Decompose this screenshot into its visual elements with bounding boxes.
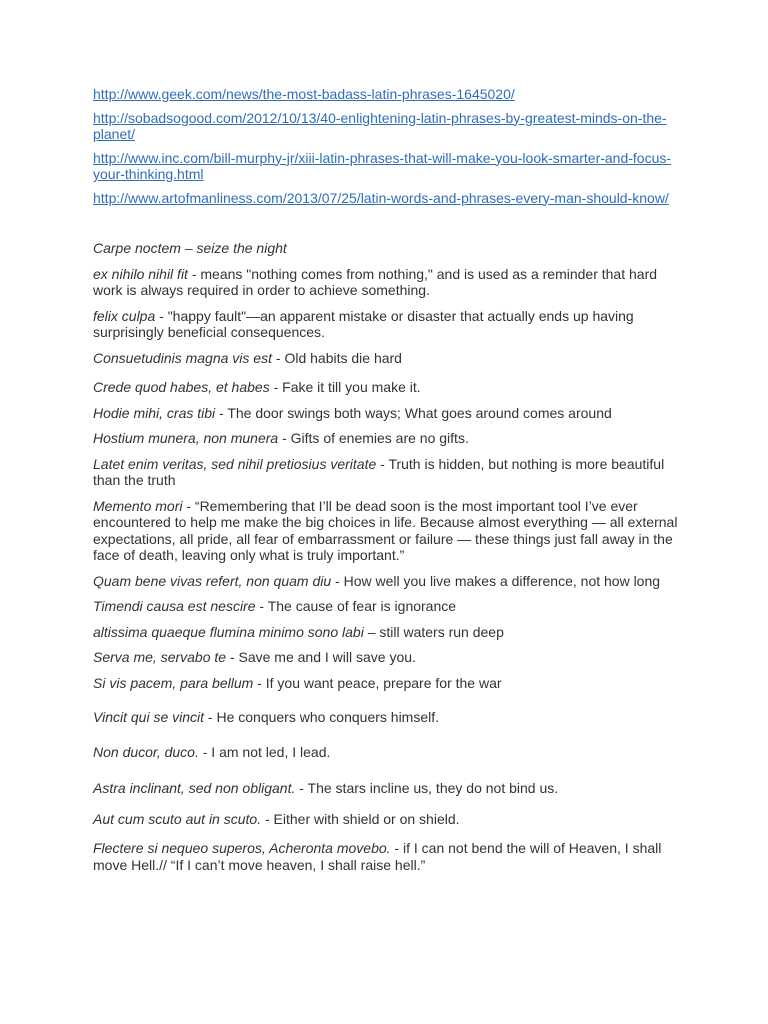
- source-link[interactable]: http://sobadsogood.com/2012/10/13/40-enlightening-latin-phrases-by-greatest-minds-on-the-planet/: [93, 109, 667, 142]
- phrase-entry: [93, 240, 685, 257]
- phrase-entry: [93, 308, 685, 341]
- phrase-meaning: - Save me and I will save you.: [226, 649, 416, 665]
- latin-phrase: Timendi causa est nescire: [93, 598, 256, 614]
- latin-phrase: Serva me, servabo te: [93, 649, 227, 665]
- document-page: [93, 86, 685, 882]
- latin-phrase: Aut cum scuto aut in scuto.: [93, 810, 262, 827]
- phrase-entry: [93, 498, 685, 564]
- phrase-meaning: - The door swings both ways; What goes around comes around: [215, 404, 612, 421]
- latin-phrase: Latet enim veritas, sed nihil pretiosius veritate: [93, 455, 377, 472]
- phrase-entry: [93, 649, 685, 666]
- phrase-meaning: - If you want peace, prepare for the war: [253, 674, 502, 691]
- phrase-meaning: - The stars incline us, they do not bind us.: [295, 780, 559, 796]
- latin-phrase: ex nihilo nihil fit: [93, 265, 188, 282]
- phrase-meaning: – still waters run deep: [363, 623, 504, 640]
- phrase-entry: [93, 379, 685, 396]
- phrase-entry: [93, 744, 685, 761]
- phrase-meaning: - I am not led, I lead.: [198, 743, 331, 760]
- phrase-meaning: - Truth is hidden, but nothing is more beautiful than the truth: [93, 455, 665, 488]
- phrase-meaning: - The cause of fear is ignorance: [255, 598, 457, 614]
- phrase-meaning: - Fake it till you make it.: [269, 379, 421, 395]
- latin-phrase: Memento mori: [93, 497, 183, 514]
- phrase-meaning: - Gifts of enemies are no gifts.: [278, 430, 469, 446]
- latin-phrase: Non ducor, duco.: [93, 743, 199, 760]
- phrase-entry: [93, 780, 685, 797]
- latin-phrase: Quam bene vivas refert, non quam diu: [93, 572, 332, 589]
- phrase-entry: [93, 266, 685, 299]
- phrase-list: [93, 240, 685, 873]
- latin-phrase: Vincit qui se vincit: [93, 709, 205, 725]
- phrase-meaning: - “Remembering that I’ll be dead soon is the most important tool I’ve ever encountered to help me make the big choices in life. Because almost everything — all external expectations, all pride, all fear of embarrassment or failure — these things just fall away in the face of death, leaving only what is truly important.”: [93, 497, 678, 563]
- phrase-meaning: - if I can not bend the will of Heaven, I shall move Hell.// “If I can’t move heaven, I shall raise hell.”: [93, 840, 662, 873]
- phrase-entry: [93, 350, 685, 367]
- phrase-entry: [93, 573, 685, 590]
- latin-phrase: altissima quaeque flumina minimo sono labi: [93, 623, 364, 640]
- source-links: [93, 86, 685, 206]
- latin-phrase: Consuetudinis magna vis est: [93, 349, 272, 366]
- latin-phrase: Astra inclinant, sed non obligant.: [93, 780, 296, 796]
- phrase-entry: [93, 430, 685, 447]
- phrase-entry: [93, 598, 685, 615]
- latin-phrase: Si vis pacem, para bellum: [93, 674, 254, 691]
- phrase-meaning: - Old habits die hard: [272, 349, 402, 366]
- source-link[interactable]: http://www.inc.com/bill-murphy-jr/xiii-latin-phrases-that-will-make-you-look-smarter-and-focus-your-thinking.html: [93, 149, 672, 182]
- phrase-entry: [93, 709, 685, 726]
- latin-phrase: felix culpa: [93, 307, 156, 324]
- phrase-meaning: - "happy fault"—an apparent mistake or disaster that actually ends up having surprisingly beneficial consequences.: [93, 307, 634, 340]
- source-link[interactable]: http://www.geek.com/news/the-most-badass-latin-phrases-1645020/: [93, 86, 515, 102]
- phrase-entry: [93, 675, 685, 692]
- phrase-entry: [93, 811, 685, 828]
- latin-phrase: Flectere si nequeo superos, Acheronta movebo.: [93, 840, 391, 856]
- phrase-entry: [93, 456, 685, 489]
- phrase-meaning: - Either with shield or on shield.: [261, 810, 460, 827]
- latin-phrase: Hostium munera, non munera: [93, 430, 279, 446]
- phrase-meaning: - means "nothing comes from nothing," and is used as a reminder that hard work is always required in order to achieve something.: [93, 265, 658, 298]
- phrase-entry: [93, 624, 685, 641]
- latin-phrase: Hodie mihi, cras tibi: [93, 404, 216, 421]
- phrase-entry: [93, 405, 685, 422]
- phrase-meaning: - How well you live makes a difference, not how long: [331, 572, 661, 589]
- source-link[interactable]: http://www.artofmanliness.com/2013/07/25/latin-words-and-phrases-every-man-should-know/: [93, 189, 669, 206]
- phrase-meaning: - He conquers who conquers himself.: [204, 709, 440, 725]
- latin-phrase: Carpe noctem – seize the night: [93, 240, 287, 256]
- phrase-entry: [93, 840, 685, 873]
- latin-phrase: Crede quod habes, et habes: [93, 379, 270, 395]
